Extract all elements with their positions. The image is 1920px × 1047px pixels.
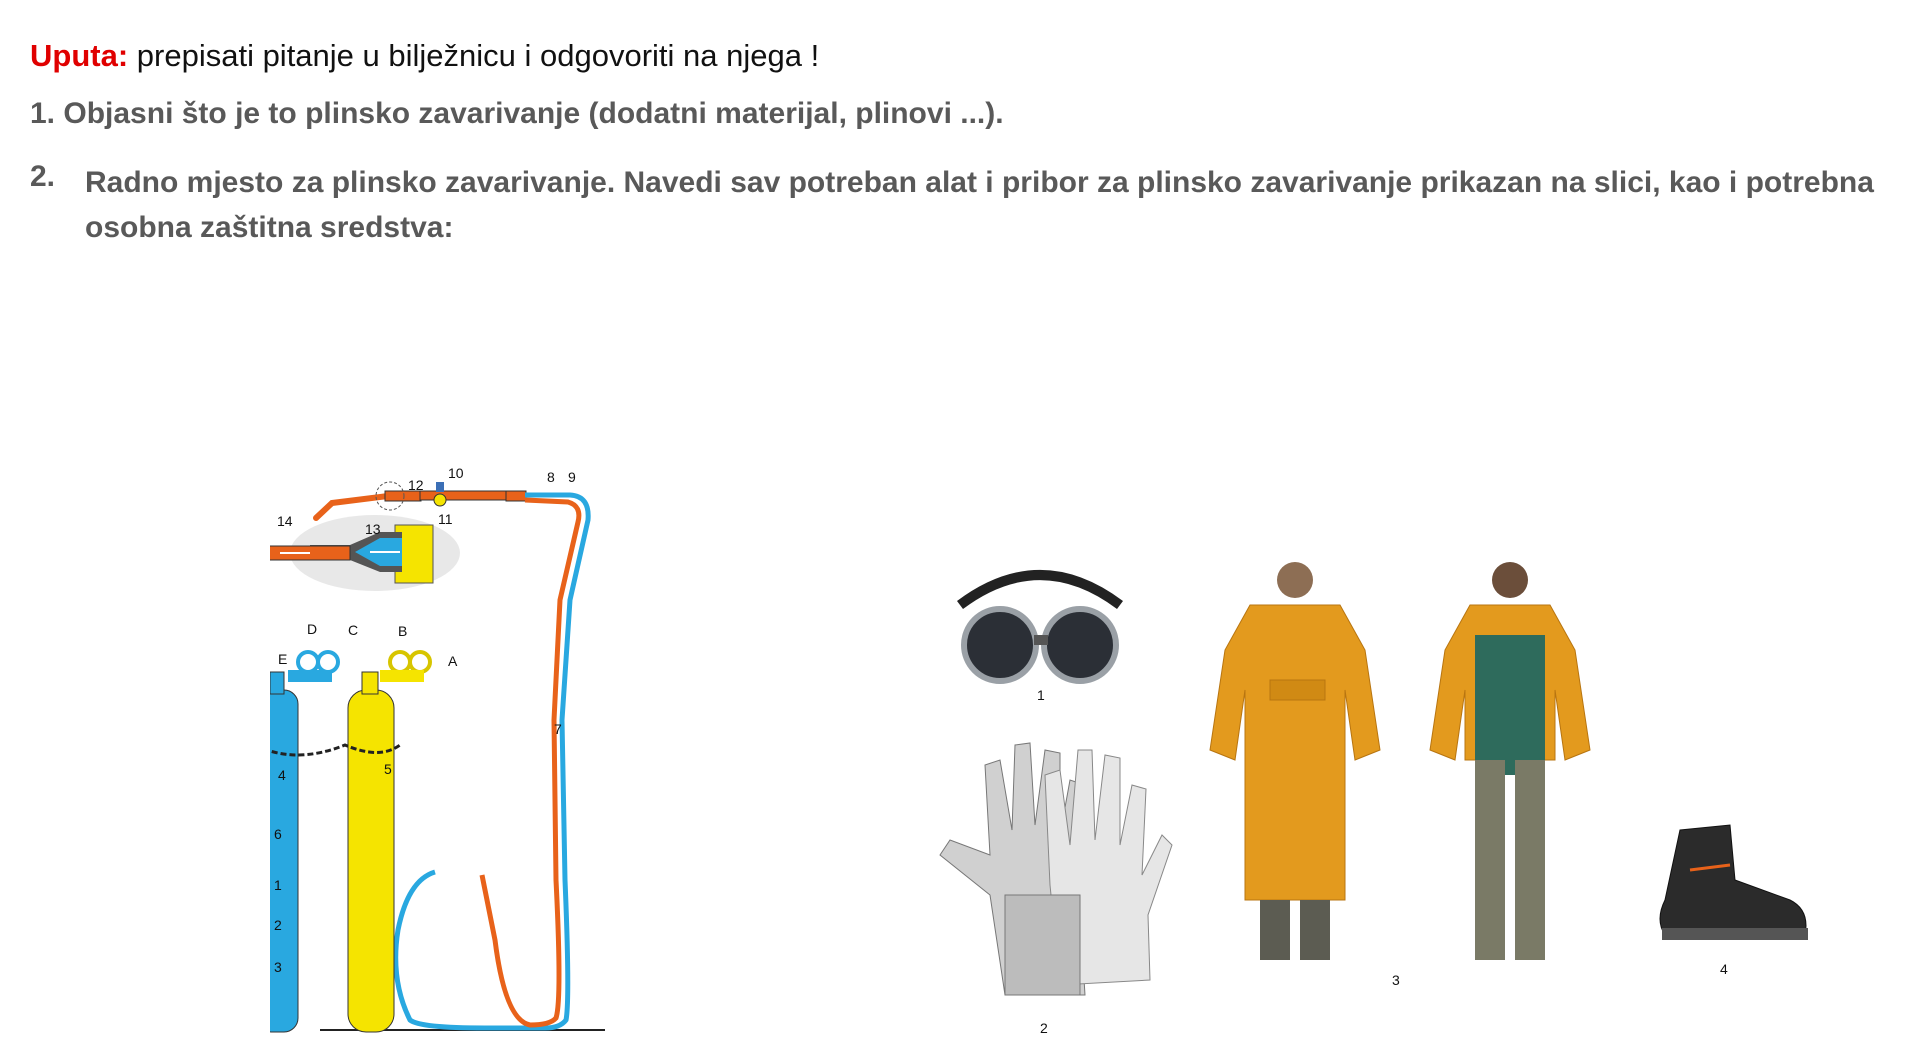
torch-label-13: 13	[365, 521, 381, 537]
gloves-caption: 2	[1040, 1020, 1048, 1036]
goggles-caption: 1	[1037, 687, 1045, 703]
nozzle-label-b: B	[398, 623, 408, 639]
question-1	[30, 97, 1004, 131]
welding-gloves	[920, 725, 1180, 1040]
boot-caption: 4	[1720, 961, 1728, 977]
apron-caption: 3	[1392, 972, 1400, 988]
instruction-label: Uputa:	[30, 38, 129, 73]
station-label-5: 5	[384, 761, 392, 777]
torch-label-11: 11	[438, 511, 453, 527]
station-label-4: 4	[278, 767, 286, 783]
torch-label-12: 12	[408, 477, 424, 493]
station-label-6: 6	[274, 826, 282, 842]
nozzle-label-a: A	[448, 653, 458, 669]
nozzle-label-c: C	[348, 622, 359, 638]
station-label-1: 1	[274, 877, 282, 893]
safety-boot	[1640, 810, 1820, 980]
instruction	[30, 38, 819, 74]
station-label-3: 3	[274, 959, 282, 975]
acetylene-cylinder	[348, 652, 430, 1032]
welding-apron	[1180, 560, 1620, 990]
station-label-2: 2	[274, 917, 282, 933]
torch-label-10: 10	[448, 465, 464, 481]
instruction-text: prepisati pitanje u bilježnicu i odgovoriti na njega !	[136, 38, 820, 73]
gas-welding-diagram	[270, 460, 630, 1040]
hose-label-7: 7	[554, 721, 562, 737]
question-2-text: Radno mjesto za plinsko zavarivanje. Navedi sav potreban alat i pribor za plinsko zavarivanje prikazan na slici, kao i potrebna osobna zaštitna sredstva:	[85, 166, 1874, 244]
question-1-text: Objasni što je to plinsko zavarivanje (dodatni materijal, plinovi ...).	[63, 97, 1004, 130]
nozzle-label-e: E	[278, 651, 288, 667]
torch-label-9: 9	[568, 469, 576, 485]
question-2-number: 2.	[30, 160, 56, 193]
question-1-number: 1.	[30, 97, 56, 130]
welding-goggles	[940, 555, 1140, 705]
oxygen-cylinder	[270, 652, 338, 1032]
torch-label-8: 8	[547, 469, 555, 485]
nozzle-label-d: D	[307, 621, 318, 637]
torch-label-14: 14	[277, 513, 293, 529]
